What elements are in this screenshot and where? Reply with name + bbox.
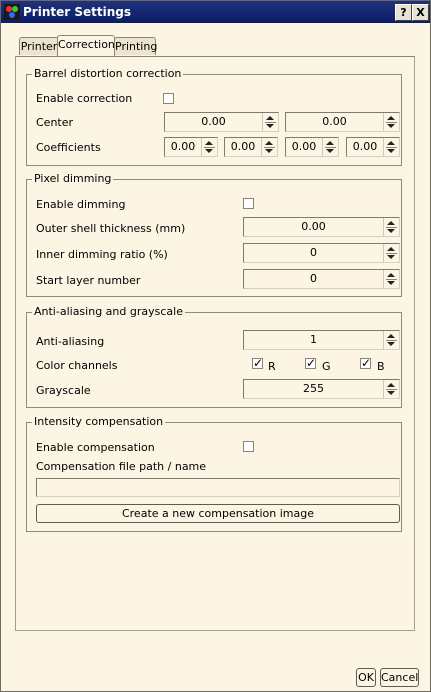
cancel-button[interactable]: Cancel — [380, 668, 419, 687]
help-button[interactable]: ? — [395, 4, 412, 21]
title-bar[interactable] — [1, 1, 430, 23]
coefficient-4-spinbox[interactable] — [346, 137, 400, 157]
anti-aliasing-title: Anti-aliasing and grayscale — [34, 305, 183, 318]
center-y-spinbox[interactable] — [285, 112, 400, 132]
channel-b-label: B — [377, 360, 385, 373]
grayscale-spinbox[interactable] — [243, 379, 400, 399]
spin-arrows-icon[interactable] — [261, 138, 277, 156]
barrel-distortion-group — [26, 67, 402, 166]
center-x-value: 0.00 — [201, 115, 226, 128]
channel-b-checkbox[interactable] — [360, 358, 371, 369]
compensation-path-input[interactable] — [36, 478, 400, 497]
tab-printing[interactable]: Printing — [114, 37, 156, 55]
outer-shell-label: Outer shell thickness (mm) — [36, 222, 186, 235]
anti-aliasing-value: 1 — [310, 333, 317, 346]
color-channels-label: Color channels — [36, 359, 118, 372]
center-x-spinbox[interactable] — [164, 112, 279, 132]
start-layer-label: Start layer number — [36, 274, 141, 287]
center-y-value: 0.00 — [322, 115, 347, 128]
grayscale-value: 255 — [303, 382, 324, 395]
enable-dimming-checkbox[interactable] — [243, 198, 254, 209]
coefficients-label: Coefficients — [36, 141, 101, 154]
coefficient-2-spinbox[interactable] — [224, 137, 278, 157]
tab-printer[interactable]: Printer — [19, 37, 59, 55]
channel-g-label: G — [322, 360, 331, 373]
intensity-compensation-title: Intensity compensation — [34, 415, 164, 428]
create-compensation-image-button[interactable]: Create a new compensation image — [36, 504, 400, 523]
outer-shell-spinbox[interactable] — [243, 217, 400, 237]
spin-arrows-icon[interactable] — [383, 270, 399, 288]
spin-arrows-icon[interactable] — [383, 113, 399, 131]
spin-arrows-icon[interactable] — [262, 113, 278, 131]
coefficient-4-value: 0.00 — [352, 140, 378, 153]
coefficient-3-spinbox[interactable] — [285, 137, 339, 157]
intensity-compensation-group — [26, 415, 402, 532]
coefficient-1-value: 0.00 — [170, 140, 196, 153]
inner-dimming-value: 0 — [310, 246, 317, 259]
start-layer-value: 0 — [310, 272, 317, 285]
anti-aliasing-spinbox[interactable] — [243, 330, 400, 350]
window-title: Printer Settings — [23, 5, 131, 19]
tab-correction[interactable]: Correction — [57, 35, 115, 56]
coefficient-3-value: 0.00 — [291, 140, 317, 153]
enable-compensation-label: Enable compensation — [36, 441, 155, 454]
ok-button[interactable]: OK — [356, 668, 376, 687]
close-button[interactable]: X — [412, 4, 429, 21]
pixel-dimming-title: Pixel dimming — [34, 172, 112, 185]
inner-dimming-label: Inner dimming ratio (%) — [36, 248, 168, 261]
anti-aliasing-group — [26, 305, 402, 408]
spin-arrows-icon[interactable] — [383, 380, 399, 398]
spin-arrows-icon[interactable] — [383, 218, 399, 236]
enable-correction-checkbox[interactable] — [163, 93, 174, 104]
coefficient-2-value: 0.00 — [230, 140, 256, 153]
spin-arrows-icon[interactable] — [201, 138, 217, 156]
coefficient-1-spinbox[interactable] — [164, 137, 218, 157]
enable-compensation-checkbox[interactable] — [243, 441, 254, 452]
spin-arrows-icon[interactable] — [383, 331, 399, 349]
pixel-dimming-group — [26, 172, 402, 297]
enable-dimming-label: Enable dimming — [36, 198, 126, 211]
correction-panel — [15, 56, 415, 631]
start-layer-spinbox[interactable] — [243, 269, 400, 289]
inner-dimming-spinbox[interactable] — [243, 243, 400, 263]
enable-correction-label: Enable correction — [36, 92, 133, 105]
anti-aliasing-label: Anti-aliasing — [36, 335, 105, 348]
barrel-distortion-title: Barrel distortion correction — [34, 67, 182, 80]
outer-shell-value: 0.00 — [301, 220, 326, 233]
spin-arrows-icon[interactable] — [383, 138, 399, 156]
center-label: Center — [36, 116, 74, 129]
channel-r-checkbox[interactable] — [252, 358, 263, 369]
spin-arrows-icon[interactable] — [322, 138, 338, 156]
channel-g-checkbox[interactable] — [305, 358, 316, 369]
spin-arrows-icon[interactable] — [383, 244, 399, 262]
grayscale-label: Grayscale — [36, 384, 91, 397]
app-icon — [4, 4, 20, 20]
channel-r-label: R — [268, 360, 276, 373]
compensation-path-label: Compensation file path / name — [36, 460, 207, 473]
